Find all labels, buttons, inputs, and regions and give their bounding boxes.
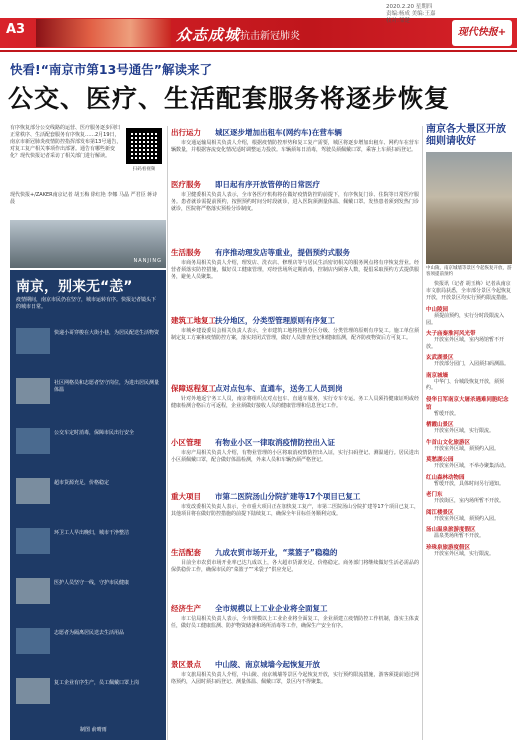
header-banner-image: [36, 19, 171, 47]
section-heading: 有物业小区一律取消疫情防控出入证: [215, 437, 335, 447]
section-heading: 中山陵、南京城墙今起恢复开放: [215, 659, 320, 669]
section-text: 市发改委相关负责人表示，全市重大项目正在加快复工复产，市第二医院汤山分院扩建等17个项目已复工，其他项目将在做好防控措施的前提下陆续复工，确保全年目标任务顺利完成。: [171, 504, 419, 517]
feature-caption: 志愿者为隔离居民送去生活用品: [54, 630, 125, 636]
scenic-item: [426, 455, 512, 470]
scenic-rule: 中华门、台城段恢复开放，须预约。: [426, 378, 505, 391]
sidebar-photo: [426, 152, 512, 264]
feature-caption: 复工企业有序生产，员工佩戴口罩上岗: [54, 680, 140, 686]
feature-lede: 疫情期间，南京市民仍在坚守，城市运转有序。快报记者镜头下的城市日常。: [16, 297, 157, 310]
scenic-item: [426, 395, 512, 418]
scenic-name: 夫子庙秦淮河风光带: [426, 331, 476, 337]
section-supplies: [171, 546, 419, 574]
scenic-name: 汤山温泉旅游度假区: [426, 527, 476, 533]
feature-title: 南京，别来无“恙”: [16, 279, 133, 295]
scenic-rule: 开放室外区域，室内场馆暂不开放。: [426, 337, 505, 350]
section-tag: 出行运力: [171, 127, 201, 137]
section-heading: 市第二医院汤山分院扩建等17个项目已复工: [215, 491, 361, 501]
feature-credit: 制图 俞晴雨: [80, 727, 107, 733]
edition-date: 2020.2.20 星期四: [386, 4, 433, 10]
section-heading: 九成农贸市场开业，“菜篮子”稳稳的: [215, 547, 338, 557]
section-subtitle: 抗击新冠肺炎: [240, 31, 300, 42]
scenic-name: 南京城墙: [426, 372, 449, 379]
qr-caption: 扫码看视频: [132, 167, 156, 172]
scenic-rule: 开放街区，室内场所暂不开放。: [434, 498, 505, 504]
section-tag: 小区管理: [171, 437, 201, 447]
scenic-rule: 开放室外区域，不举办聚集活动。: [434, 463, 510, 469]
section-tag: 保障返程复工: [171, 383, 216, 393]
section-text: 市城乡建设委员会相关负责人表示，全市建筑工地将按照分区分级、分类管理的原则有序复工。施工单位须制定复工方案和疫情防控方案，落实封闭式管理，做好人员排查登记和健康监测，配齐防疫物资后方可复工。: [171, 328, 419, 341]
sidebar-photo-caption: 中山陵、南京城墙等景区今起恢复开放，游客须提前预约: [426, 266, 512, 277]
scenic-rule: 温泉类场所暂不开放。: [434, 533, 485, 539]
section-text: 市卫健委相关负责人表示，全市各医疗机构将在做好疫情防控的前提下，有序恢复门诊、住院等日常医疗服务。患者就诊需提前预约，按照预约时间分时段就诊，进入医院须测量体温、佩戴口罩。发热患者须到发热门诊就诊，医院将严格落实预检分诊制度。: [171, 192, 419, 212]
header-rule: [0, 50, 517, 52]
feature-thumb: [16, 578, 50, 604]
section-text: 市商务局相关负责人介绍，理发店、洗衣店、修理店等与居民生活密切相关的服务网点将有序恢复营业。经营者须落实防控措施，做好员工健康管理，对经营场所定期消毒，控制店内顾客人数，提倡采取预约方式提供服务，避免人员聚集。: [171, 260, 419, 280]
scenic-name: 阅江楼景区: [426, 509, 454, 516]
section-text: 市工信局相关负责人表示，全市规模以上工业企业将全面复工，企业须建立疫情防控工作机制，落实主体责任，做好员工健康监测、防护物资储备和场所消毒等工作，确保生产安全有序。: [171, 616, 419, 629]
scenic-name: 红山森林动物园: [426, 474, 465, 481]
scenic-item: [426, 473, 512, 488]
section-text: 针对外地返宁务工人员，南京将组织点对点包车、直通车服务，实行专车专运。务工人员须持健康证明或经健康检测合格后方可返程，企业须做好接收人员的健康管理和信息登记工作。: [171, 396, 419, 409]
page-header: [0, 0, 517, 54]
feature-thumb: [16, 478, 50, 504]
scenic-rule: 暂缓开放。: [434, 410, 460, 417]
article-lede: 有序恢复部分公交线路的运营、医疗服务逐步回归正常秩序、生活配套服务有序恢复……2月19日，南京市新冠肺炎疫情防控指挥部发布第13号通告，对复工复产相关事项作出部署。通告有哪些新变化？现代快报记者采访了相关部门进行解读。: [10, 125, 122, 159]
right-sidebar: [426, 124, 512, 557]
scenic-item: [426, 543, 512, 558]
section-text: 市文旅局相关负责人介绍，中山陵、南京城墙等景区今起恢复开放，实行预约限流措施，游客须提前通过网络预约，入园时须扫码登记、测量体温、佩戴口罩，景区内不得聚集。: [171, 672, 419, 685]
scenic-name: 莫愁湖公园: [426, 457, 454, 463]
scenic-item: [426, 420, 512, 435]
section-life-services: [171, 246, 419, 281]
scenic-name: 珍珠泉旅游度假区: [426, 544, 471, 551]
qr-code-icon[interactable]: [126, 128, 162, 164]
scenic-item: [426, 305, 512, 326]
section-heading: 全市规模以上工业企业将全面复工: [215, 603, 328, 613]
scenic-rule: 开放室外区域，实行限流。: [434, 428, 495, 434]
section-heading: 即日起有序开放管停的日常医疗: [215, 179, 320, 189]
feature-thumb: [16, 628, 50, 654]
section-tag: 经济生产: [171, 603, 201, 613]
section-industry: [171, 602, 419, 630]
feature-caption: 快递小哥穿梭在大街小巷，为居民配送生活物资: [54, 330, 160, 336]
section-construction: [171, 314, 419, 342]
page-number: A3: [6, 22, 26, 37]
scenic-rule: 开放室外区域，须预约入园。: [434, 515, 500, 522]
scenic-item: [426, 508, 512, 523]
section-text: 市房产局相关负责人介绍，有物业管理的小区将取消疫情防控出入证，实行扫码登记、测温通行。居民进出小区须佩戴口罩，配合做好体温检测，外来人员和车辆仍须严格登记。: [171, 450, 419, 463]
qr-block[interactable]: [124, 128, 164, 172]
section-medical: [171, 178, 419, 213]
section-tag: 景区景点: [171, 659, 201, 669]
feature-thumb: [16, 378, 50, 404]
feature-thumb: [16, 678, 50, 704]
newspaper-logo: 现代快报+: [452, 20, 512, 46]
scenic-rule: 开放部分园门，入园须扫码测温。: [434, 361, 510, 367]
section-text: 市交通运输局相关负责人介绍，根据疫情防控形势和复工复产需要，城区将逐步增加出租车、网约车在营车辆数量，并根据客流变化情况适时调整运力投放。车辆须每日消毒，驾驶员须佩戴口罩，乘客上车须扫码登记。: [171, 140, 419, 153]
section-text: 目前全市农贸市场开业率已达九成以上，各大超市货源充足、价格稳定。商务部门将继续做好生活必需品的保供稳价工作，确保市民的“菜篮子”“米袋子”供应充足。: [171, 560, 419, 573]
scenic-rule: 开放室外区域，实行限流。: [434, 550, 495, 557]
section-transport: [171, 126, 419, 154]
scenic-rule: 开放室外区域，须预约入园。: [434, 445, 500, 452]
article-byline: 现代快报+/ZAKER南京记者 胡玉梅 徐红艳 李娜 马晶 严君臣 蒋诗晨: [10, 192, 158, 205]
feature-caption: 医护人员坚守一线，守护市民健康: [54, 580, 130, 586]
sidebar-title: 南京各大景区开放细则请收好: [426, 124, 506, 147]
scenic-name: 老门东: [426, 492, 443, 498]
section-community: [171, 436, 419, 464]
scenic-name: 中山陵园: [426, 307, 449, 313]
section-tag: 建筑工地复工: [171, 315, 216, 325]
article-headline: 公交、医疗、生活配套服务将逐步恢复: [8, 84, 451, 113]
scenic-rule: 须提前预约，实行分时段限流入园。: [426, 313, 505, 326]
section-return-to-work: [171, 382, 419, 410]
scenic-item: [426, 490, 512, 505]
column-divider: [422, 126, 423, 740]
section-major-projects: [171, 490, 419, 518]
edition-meta: [386, 4, 435, 25]
scenic-name: 玄武湖景区: [426, 355, 454, 361]
scenic-item: [426, 353, 512, 368]
feature-caption: 社区网格员和志愿者坚守岗位，为进出居民测量体温: [54, 380, 160, 393]
scenic-item: [426, 371, 512, 392]
section-scenic-spots: [171, 658, 419, 686]
feature-caption: 环卫工人早出晚归，城市干净整洁: [54, 530, 130, 536]
column-divider: [167, 126, 168, 740]
section-heading: 城区逐步增加出租车(网约车)在营车辆: [215, 127, 342, 137]
scenic-item: [426, 329, 512, 350]
scenic-item: [426, 525, 512, 540]
feature-photo: [10, 220, 166, 268]
feature-thumb: [16, 328, 50, 354]
section-tag: 生活服务: [171, 247, 201, 257]
scenic-name: 牛首山文化旅游区: [426, 439, 471, 446]
section-tag: 生活配套: [171, 547, 201, 557]
sidebar-lede: 快报讯（记者 胡玉梅）记者从南京市文旅局获悉，全市部分景区今起恢复开放，开放景区均实行预约限流措施。: [426, 281, 512, 301]
article-kicker: 快看!“南京市第13号通告”解读来了: [10, 62, 213, 77]
feature-caption: 公交车定时消毒，保障市民出行安全: [54, 430, 135, 436]
left-feature-panel: [10, 270, 166, 740]
section-tag: 重大项目: [171, 491, 201, 501]
feature-thumb: [16, 528, 50, 554]
feature-thumb: [16, 428, 50, 454]
scenic-name: 侵华日军南京大屠杀遇难同胞纪念馆: [426, 396, 509, 411]
section-heading: 有序推动理发店等重业，提倡预约式服务: [215, 247, 350, 257]
photo-tag: NANJING: [133, 258, 162, 264]
section-title: 众志成城: [176, 26, 241, 44]
feature-caption: 超市货源充足，价格稳定: [54, 480, 110, 486]
section-tag: 医疗服务: [171, 179, 201, 189]
scenic-rule: 暂缓开放，具体时间另行通知。: [434, 480, 505, 487]
section-heading: 点对点包车、直通车，送务工人员到岗: [215, 383, 343, 393]
section-heading: 扶分地区，分类型管理原则有序复工: [215, 315, 335, 325]
edition-proof: 校对:邹楚: [386, 18, 410, 24]
scenic-name: 栖霞山景区: [426, 422, 454, 428]
scenic-item: [426, 438, 512, 453]
edition-editors: 责编:杨成 美编:王嘉: [386, 11, 436, 17]
